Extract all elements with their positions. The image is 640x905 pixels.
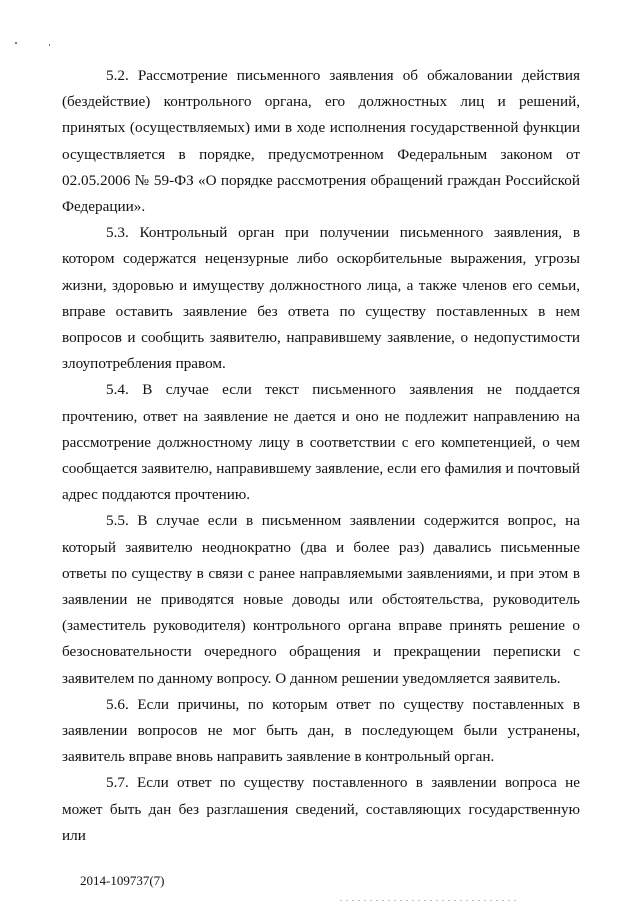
scan-speck <box>15 42 17 44</box>
scan-artifact <box>340 900 520 901</box>
paragraph-5-4: 5.4. В случае если текст письменного заявления не поддается прочтению, ответ на заявление не дается и оно не подлежит направлению на рассмотрение должностному лицу в соответствии с его компетенцией, о чем сообщается заявителю, направившему заявление, если его фамилия и почтовый адрес поддаются прочтению. <box>62 381 580 504</box>
paragraph-5-3: 5.3. Контрольный орган при получении письменного заявления, в котором содержатся нецензурные либо оскорбительные выражения, угрозы жизни, здоровью и имуществу должностного лица, а также членов его семьи, вправе оставить заявление без ответа по существу поставленных в нем вопросов и сообщить заявителю, направившему заявление, о недопустимости злоупотребления правом. <box>62 224 580 373</box>
paragraph-5-6: 5.6. Если причины, по которым ответ по существу поставленных в заявлении вопросов не мог быть дан, в последующем были устранены, заявитель вправе вновь направить заявление в контрольный орган. <box>62 695 580 766</box>
document-body <box>62 63 580 849</box>
paragraph-5-5: 5.5. В случае если в письменном заявлении содержится вопрос, на который заявителю неоднократно (два и более раз) давались письменные ответы по существу в связи с ранее направляемыми заявлениями, и при этом в заявлении не приводятся новые доводы или обстоятельства, руководитель (заместитель руководителя) контрольного органа вправе принять решение о безосновательности очередного обращения и прекращении переписки с заявителем по данному вопросу. О данном решении уведомляется заявитель. <box>62 512 580 687</box>
paragraph-5-7: 5.7. Если ответ по существу поставленного в заявлении вопроса не может быть дан без разглашения сведений, составляющих государственную или <box>62 774 580 844</box>
scan-speck <box>49 44 50 46</box>
document-code: 2014-109737(7) <box>80 873 165 888</box>
paragraph-5-2: 5.2. Рассмотрение письменного заявления об обжаловании действия (бездействие) контрольного органа, его должностных лиц и решений, принятых (осуществляемых) ими в ходе исполнения государственной функции осуществляется в порядке, предусмотренном Федеральным законом от 02.05.2006 № 59-ФЗ «О порядке рассмотрения обращений граждан Российской Федерации». <box>62 67 580 216</box>
